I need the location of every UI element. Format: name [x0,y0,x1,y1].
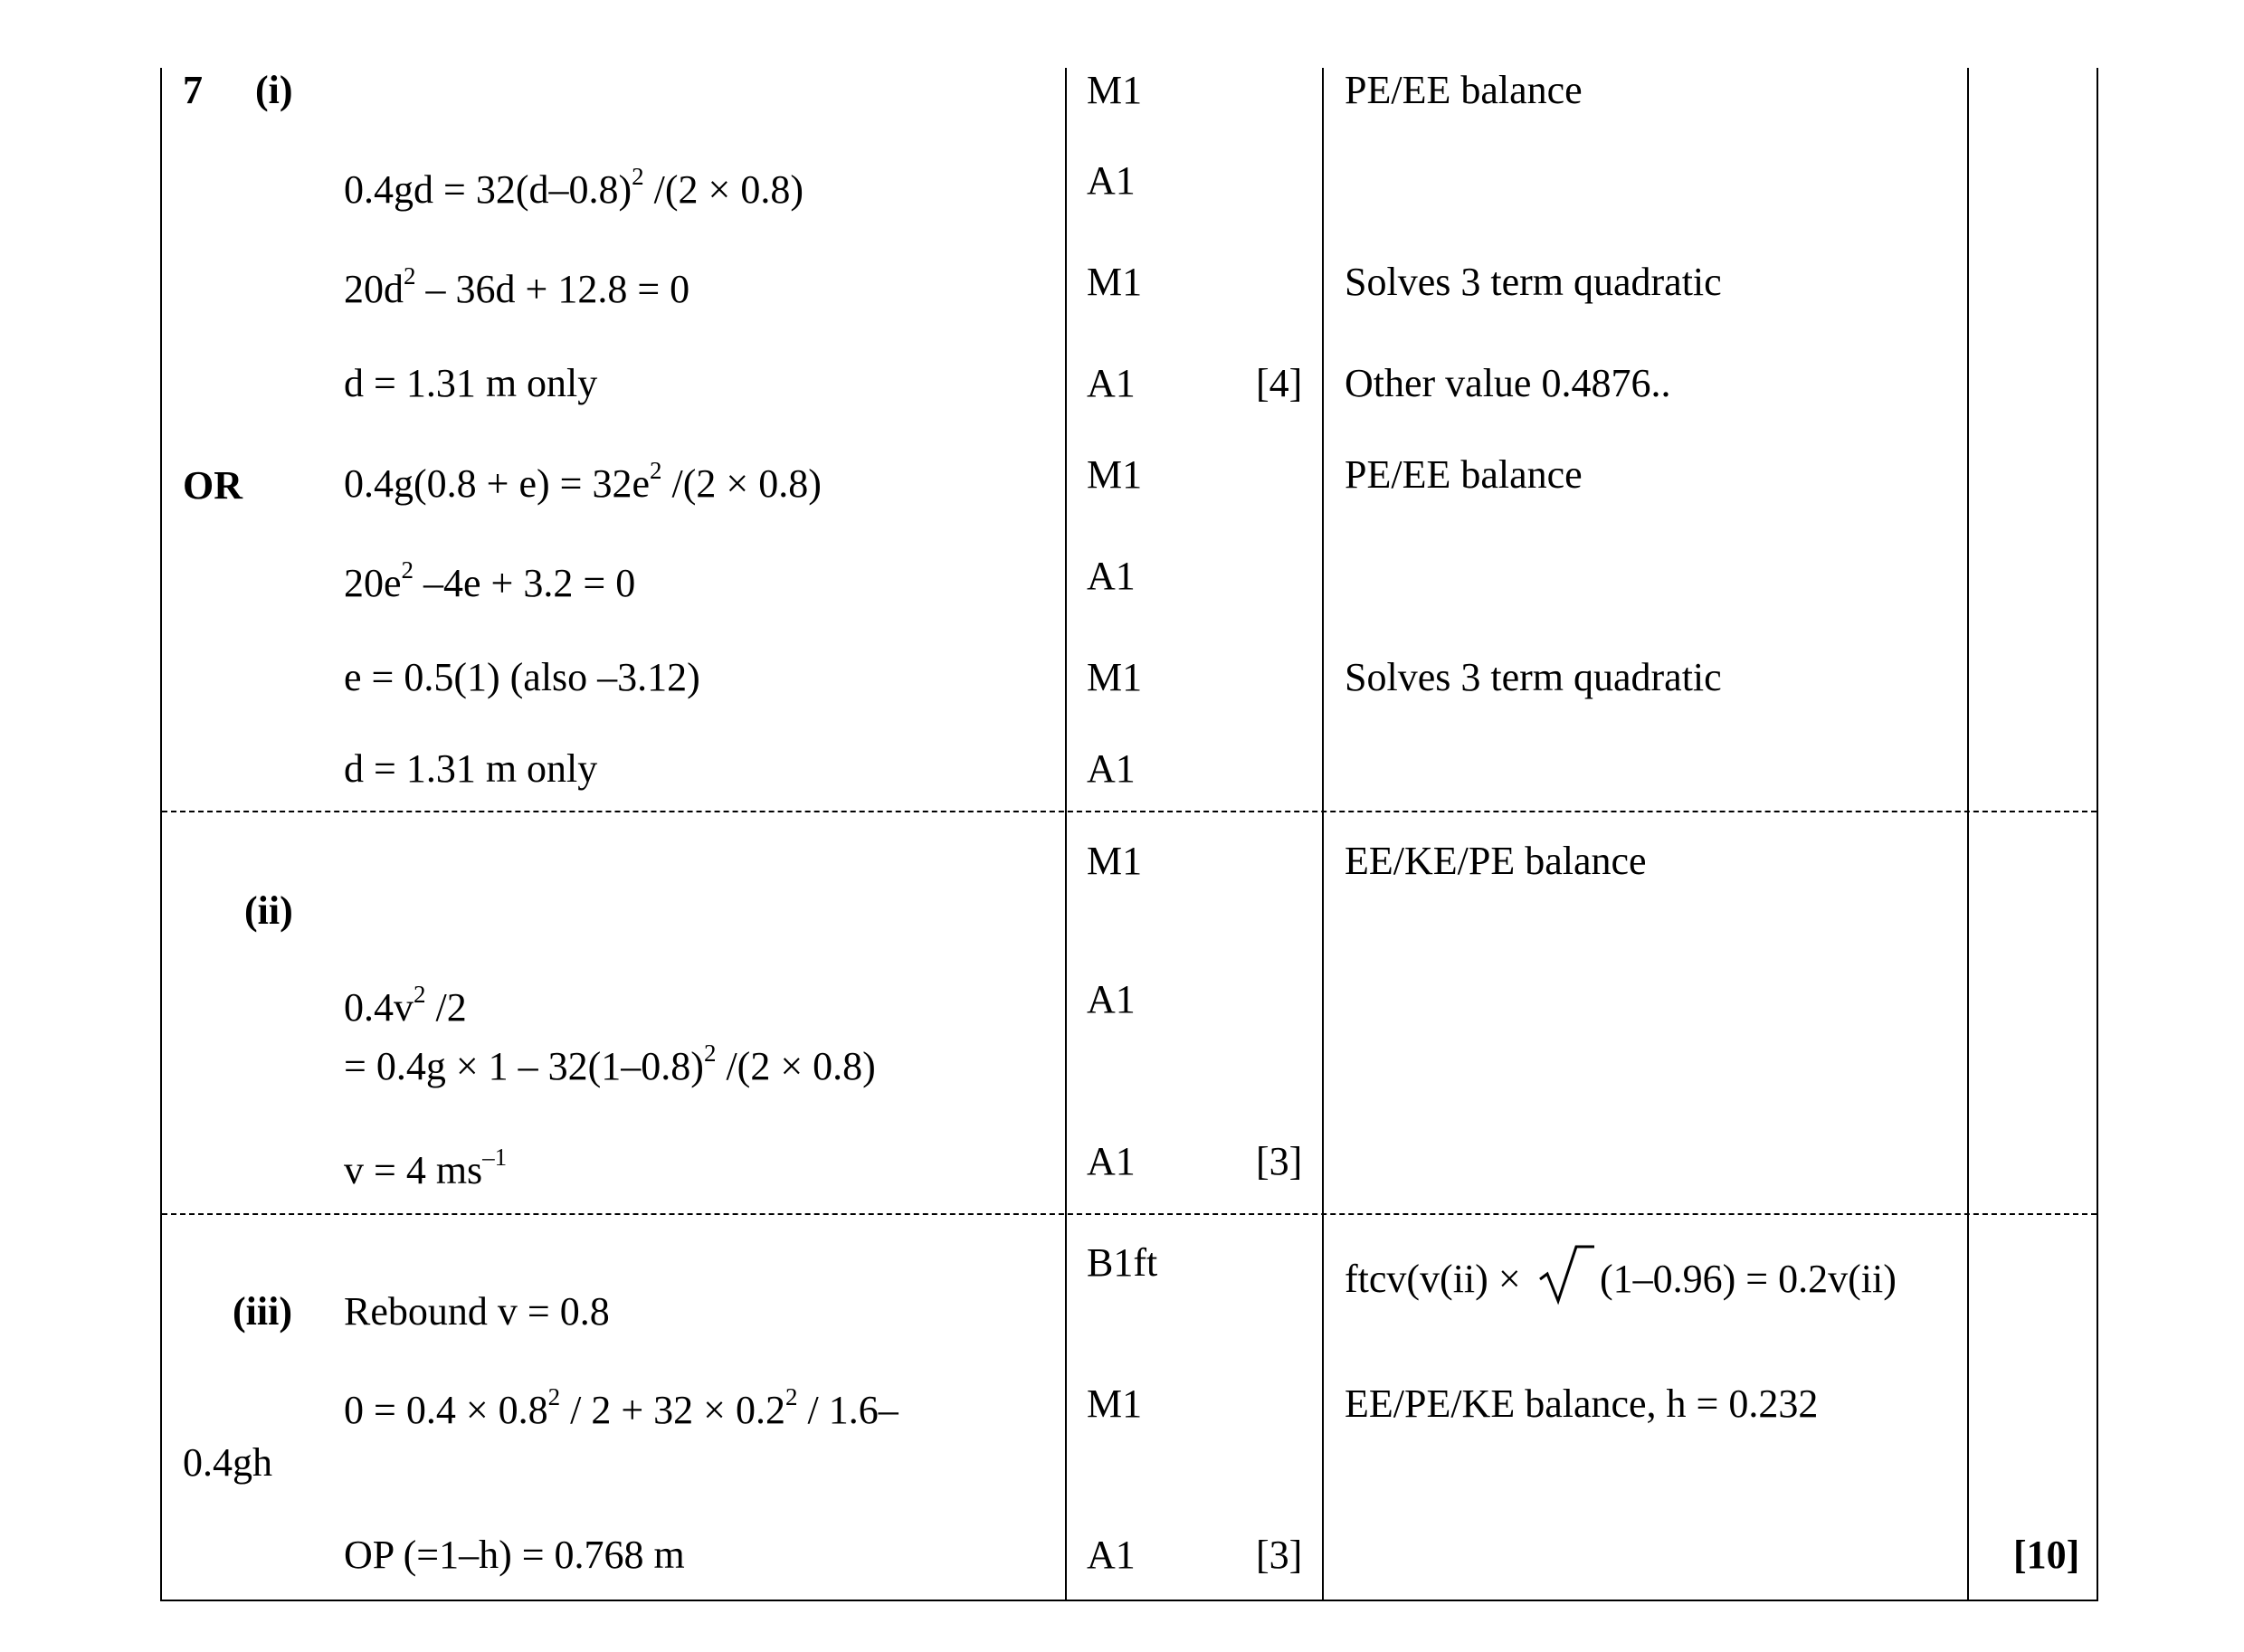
part-i-alt-equation-4: d = 1.31 m only [344,746,598,791]
guidance-note: EE/KE/PE balance [1345,839,1647,883]
guidance-note: Solves 3 term quadratic [1345,260,1722,304]
part-iii-label: (iii) [233,1289,292,1334]
guidance-note: PE/EE balance [1345,452,1583,497]
part-i-equation-2: $20d^2 - 36d + 12.8 = 0$ [344,262,690,311]
mark-code: A1 [1087,361,1136,405]
part-ii-total: [3] [1256,1139,1303,1183]
question-grand-total: [10] [2013,1533,2080,1577]
part-i-total: [4] [1256,361,1303,405]
square-root-symbol [1538,1243,1594,1306]
column-divider-guidance [1322,68,1324,1601]
mark-code: B1ft [1087,1240,1158,1285]
part-i-alt-equation-1: $0.4g(0.8 + e) = 32e^2$ /(2 × 0.8) [344,457,822,506]
part-i-alt-equation-3: e = 0.5(1) (also –3.12) [344,655,700,699]
part-iii-total: [3] [1256,1533,1303,1577]
mark-code: M1 [1087,839,1143,883]
guidance-note: Solves 3 term quadratic [1345,655,1722,699]
mark-code: M1 [1087,1381,1143,1426]
part-i-equation-1: $0.4gd = 32(d-0.8)^2$ /(2 × 0.8) [344,163,803,212]
part-i-label: (i) [255,68,293,112]
part-iii-equation-2-continued: 0.4gh [183,1440,272,1485]
guidance-note: (1–0.96) = 0.2v(ii) [1600,1257,1897,1301]
mark-code: M1 [1087,68,1143,112]
part-ii-equation-1: $0.4v^2$ /2 [344,981,467,1030]
part-i-equation-3: d = 1.31 m only [344,361,598,405]
part-i-alt-equation-2: $20e^2$ –4e + 3.2 = 0 [344,556,636,605]
guidance-note: EE/PE/KE balance, h = 0.232 [1345,1381,1819,1426]
mark-code: A1 [1087,1139,1136,1183]
mark-code: A1 [1087,1533,1136,1577]
part-ii-label: (ii) [244,888,293,933]
part-ii-equation-3: v = 4 $ms^{-1}$ [344,1144,508,1192]
question-number: 7 [183,68,203,112]
column-divider-total [1967,68,1969,1601]
guidance-note: ftcv(v(ii) × [1345,1257,1521,1301]
part-iii-equation-1: Rebound v = 0.8 [344,1289,610,1334]
part-ii-equation-2: = $0.4g \times 1 - 32(1-0.8)^2$ /(2 × 0.8) [344,1040,876,1088]
column-divider-marks [1065,68,1067,1601]
mark-code: A1 [1087,977,1136,1021]
guidance-note: Other value 0.4876.. [1345,361,1671,405]
mark-code: M1 [1087,452,1143,497]
mark-code: M1 [1087,655,1143,699]
mark-code: A1 [1087,158,1136,203]
table-left-border [160,68,162,1601]
part-separator-1 [162,811,2097,812]
or-label: OR [183,463,242,508]
part-separator-2 [162,1213,2097,1215]
table-bottom-border [160,1600,2098,1601]
guidance-note: PE/EE balance [1345,68,1583,112]
part-iii-equation-3: OP (=1–h) = 0.768 m [344,1533,685,1577]
part-iii-equation-2: $0 = 0.4 \times 0.8^2 / 2 + 32 \times 0.2^2 / 1.6-$ [344,1383,899,1432]
table-right-border [2097,68,2098,1601]
mark-code: M1 [1087,260,1143,304]
mark-code: A1 [1087,554,1136,598]
mark-code: A1 [1087,746,1136,791]
